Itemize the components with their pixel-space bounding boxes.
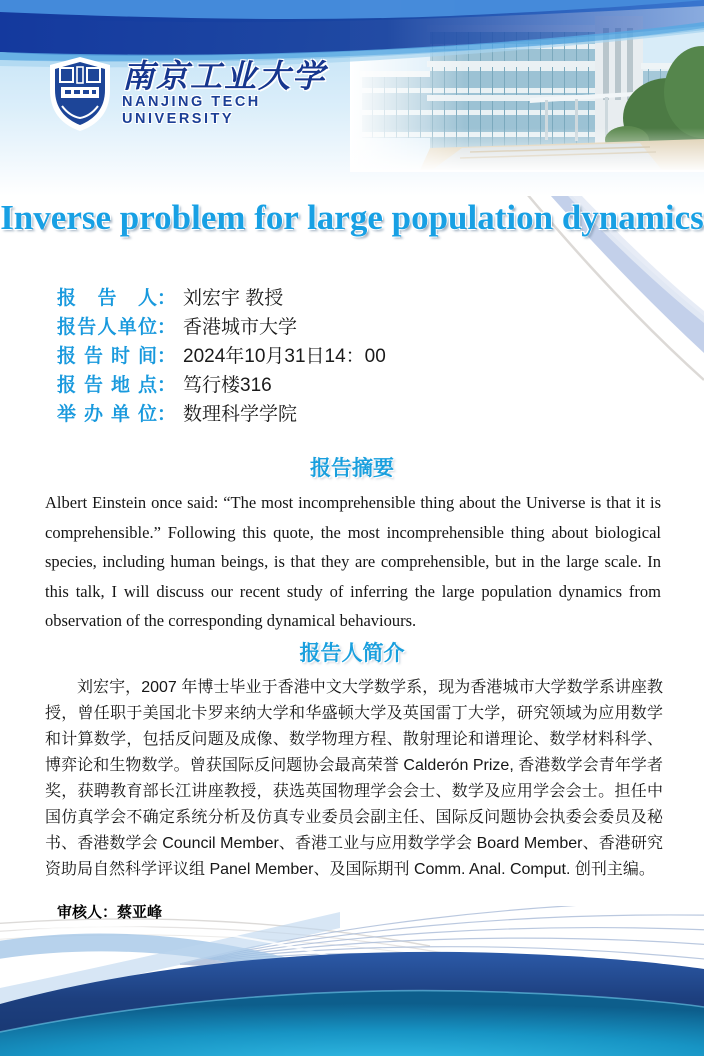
info-value: 刘宏宇 教授 bbox=[183, 288, 284, 309]
info-colon: ： bbox=[157, 375, 177, 396]
info-colon: ： bbox=[157, 404, 177, 425]
info-colon: ： bbox=[157, 346, 177, 367]
info-value: 香港城市大学 bbox=[183, 317, 298, 338]
info-label: 报告地点 bbox=[57, 375, 157, 396]
info-row-location bbox=[57, 369, 386, 398]
bio-heading: 报告人简介 bbox=[299, 642, 405, 665]
abstract-heading: 报告摘要 bbox=[310, 457, 394, 480]
info-row-organizer bbox=[57, 398, 386, 427]
university-crest-icon bbox=[48, 56, 112, 132]
bio-text: 刘宏宇，2007 年博士毕业于香港中文大学数学系，现为香港城市大学数学系讲座教授，曾任职于美国北卡罗来纳大学和华盛顿大学及英国雷丁大学，研究领域为应用数学和计算数学，包括反问题及成像、数学物理方程、散射理论和谱理论、数学材料科学、博弈论和生物数学。曾获国际反问题协会最高荣誉 Calderón Prize, 香港数学会青年学者奖，获聘教育部长江讲座教授，获选英国物理学会会士、数学及应用学会会士。担任中国仿真学会不确定系统分析及仿真专业委员会副主任、国际反问题协会执委会委员及秘书、香港数学会 Council Member、香港工业与应用数学学会 Board Member、香港研究资助局自然科学评议组 Panel Member、及国际期刊 Comm. Anal. Comput. 创刊主编。 bbox=[45, 679, 663, 878]
university-name-zh: 南京工业大学 bbox=[122, 57, 327, 95]
info-value: 笃行楼316 bbox=[183, 375, 272, 396]
abstract-text: Albert Einstein once said: “The most incomprehensible thing about the Universe is that it is comprehensible.” Following this quote, the most incomprehensible thing about biological species, including human beings, is that they are comprehensible, but in the large scale. In this talk, I will discuss our recent study of inferring the large population dynamics from observation of the corresponding dynamical behaviours. bbox=[45, 493, 661, 630]
reviewer-label: 审核人： bbox=[57, 904, 118, 921]
info-row-time bbox=[57, 340, 386, 369]
info-value: 2024年10月31日14：00 bbox=[183, 346, 386, 367]
university-name-en-line2: UNIVERSITY bbox=[122, 111, 235, 127]
reviewer-line bbox=[57, 901, 162, 922]
talk-info-list bbox=[57, 282, 386, 427]
info-label: 报告人单位 bbox=[57, 317, 157, 338]
info-colon: ： bbox=[157, 317, 177, 338]
footer-wave-graphic bbox=[0, 906, 704, 1056]
info-label: 举办单位 bbox=[57, 404, 157, 425]
info-value: 数理科学学院 bbox=[183, 404, 298, 425]
info-row-affiliation bbox=[57, 311, 386, 340]
university-logo bbox=[48, 56, 326, 132]
reviewer-name: 蔡亚峰 bbox=[117, 904, 163, 921]
info-label: 报告时间 bbox=[57, 346, 157, 367]
info-colon: ： bbox=[157, 288, 177, 309]
info-row-speaker bbox=[57, 282, 386, 311]
talk-title: Inverse problem for large population dynamics bbox=[0, 198, 704, 237]
university-name-en-line1: NANJING TECH bbox=[122, 94, 261, 110]
info-label: 报告人 bbox=[57, 288, 157, 309]
